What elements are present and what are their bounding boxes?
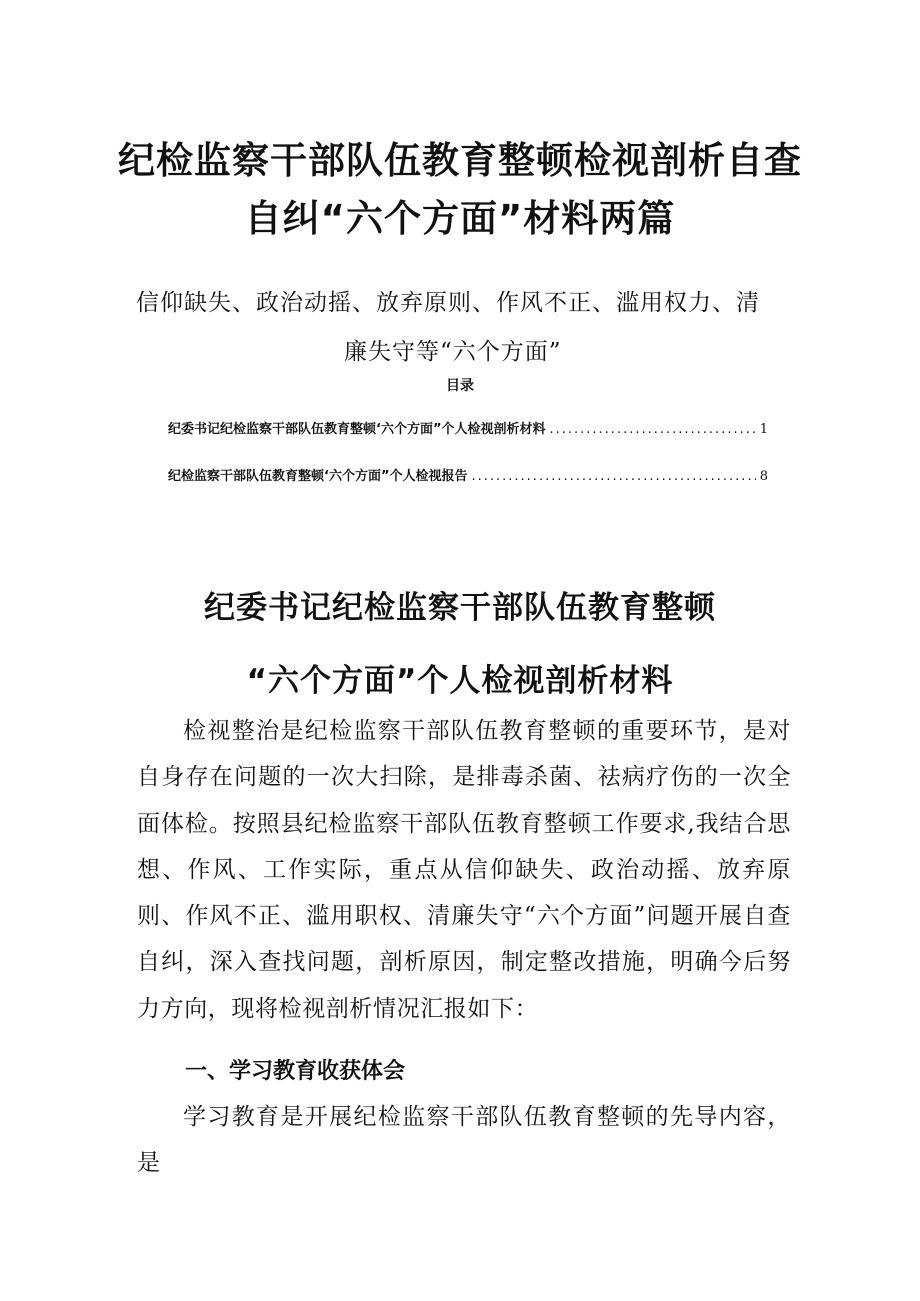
toc-dot-leader: [471, 469, 755, 484]
toc-label: 目录: [446, 378, 474, 394]
document-subtitle-line-1: 信仰缺失、政治动摇、放弃原则、作风不正、滥用权力、清: [136, 290, 760, 316]
toc-entry-page: 1: [759, 422, 768, 437]
section-paragraph: 学习教育是开展纪检监察干部队伍教育整顿的先导内容，是: [137, 1104, 791, 1177]
document-subtitle-line-2: 廉失守等“六个方面”: [344, 339, 562, 365]
section-heading: 一、学习教育收获体会: [185, 1059, 406, 1084]
toc-entry-text: 纪检监察干部队伍教育整顿‘六个方面”个人检视报告: [168, 469, 468, 484]
document-title-line-1: 纪检监察干部队伍教育整顿检视剖析自查: [118, 139, 802, 182]
toc-entry[interactable]: [168, 465, 768, 484]
intro-paragraph: 检视整治是纪检监察干部队伍教育整顿的重要环节，是对自身存在问题的一次大扫除，是排毒杀菌、祛病疗伤的一次全面体检。按照县纪检监察干部队伍教育整顿工作要求,我结合思想、作风、工作实际，重点从信仰缺失、政治动摇、放弃原则、作风不正、滥用职权、清廉失守“六个方面”问题开展自查自纠，深入查找问题，剖析原因，制定整改措施，明确今后努力方向，现将检视剖析情况汇报如下：: [137, 718, 791, 1022]
article-title-line-1: 纪委书记纪检监察干部队伍教育整顿: [204, 590, 716, 626]
toc-dot-leader: [549, 422, 755, 437]
toc-entry-page: 8: [759, 469, 768, 484]
document-title-line-2: 自纠“六个方面”材料两篇: [244, 197, 676, 240]
toc-entry-text: 纪委书记纪检监察干部队伍教育整顿‘六个方面”个人检视剖析材料: [168, 422, 546, 437]
toc-entry[interactable]: [168, 418, 768, 437]
article-title-line-2: “六个方面”个人检视剖析材料: [246, 663, 674, 699]
